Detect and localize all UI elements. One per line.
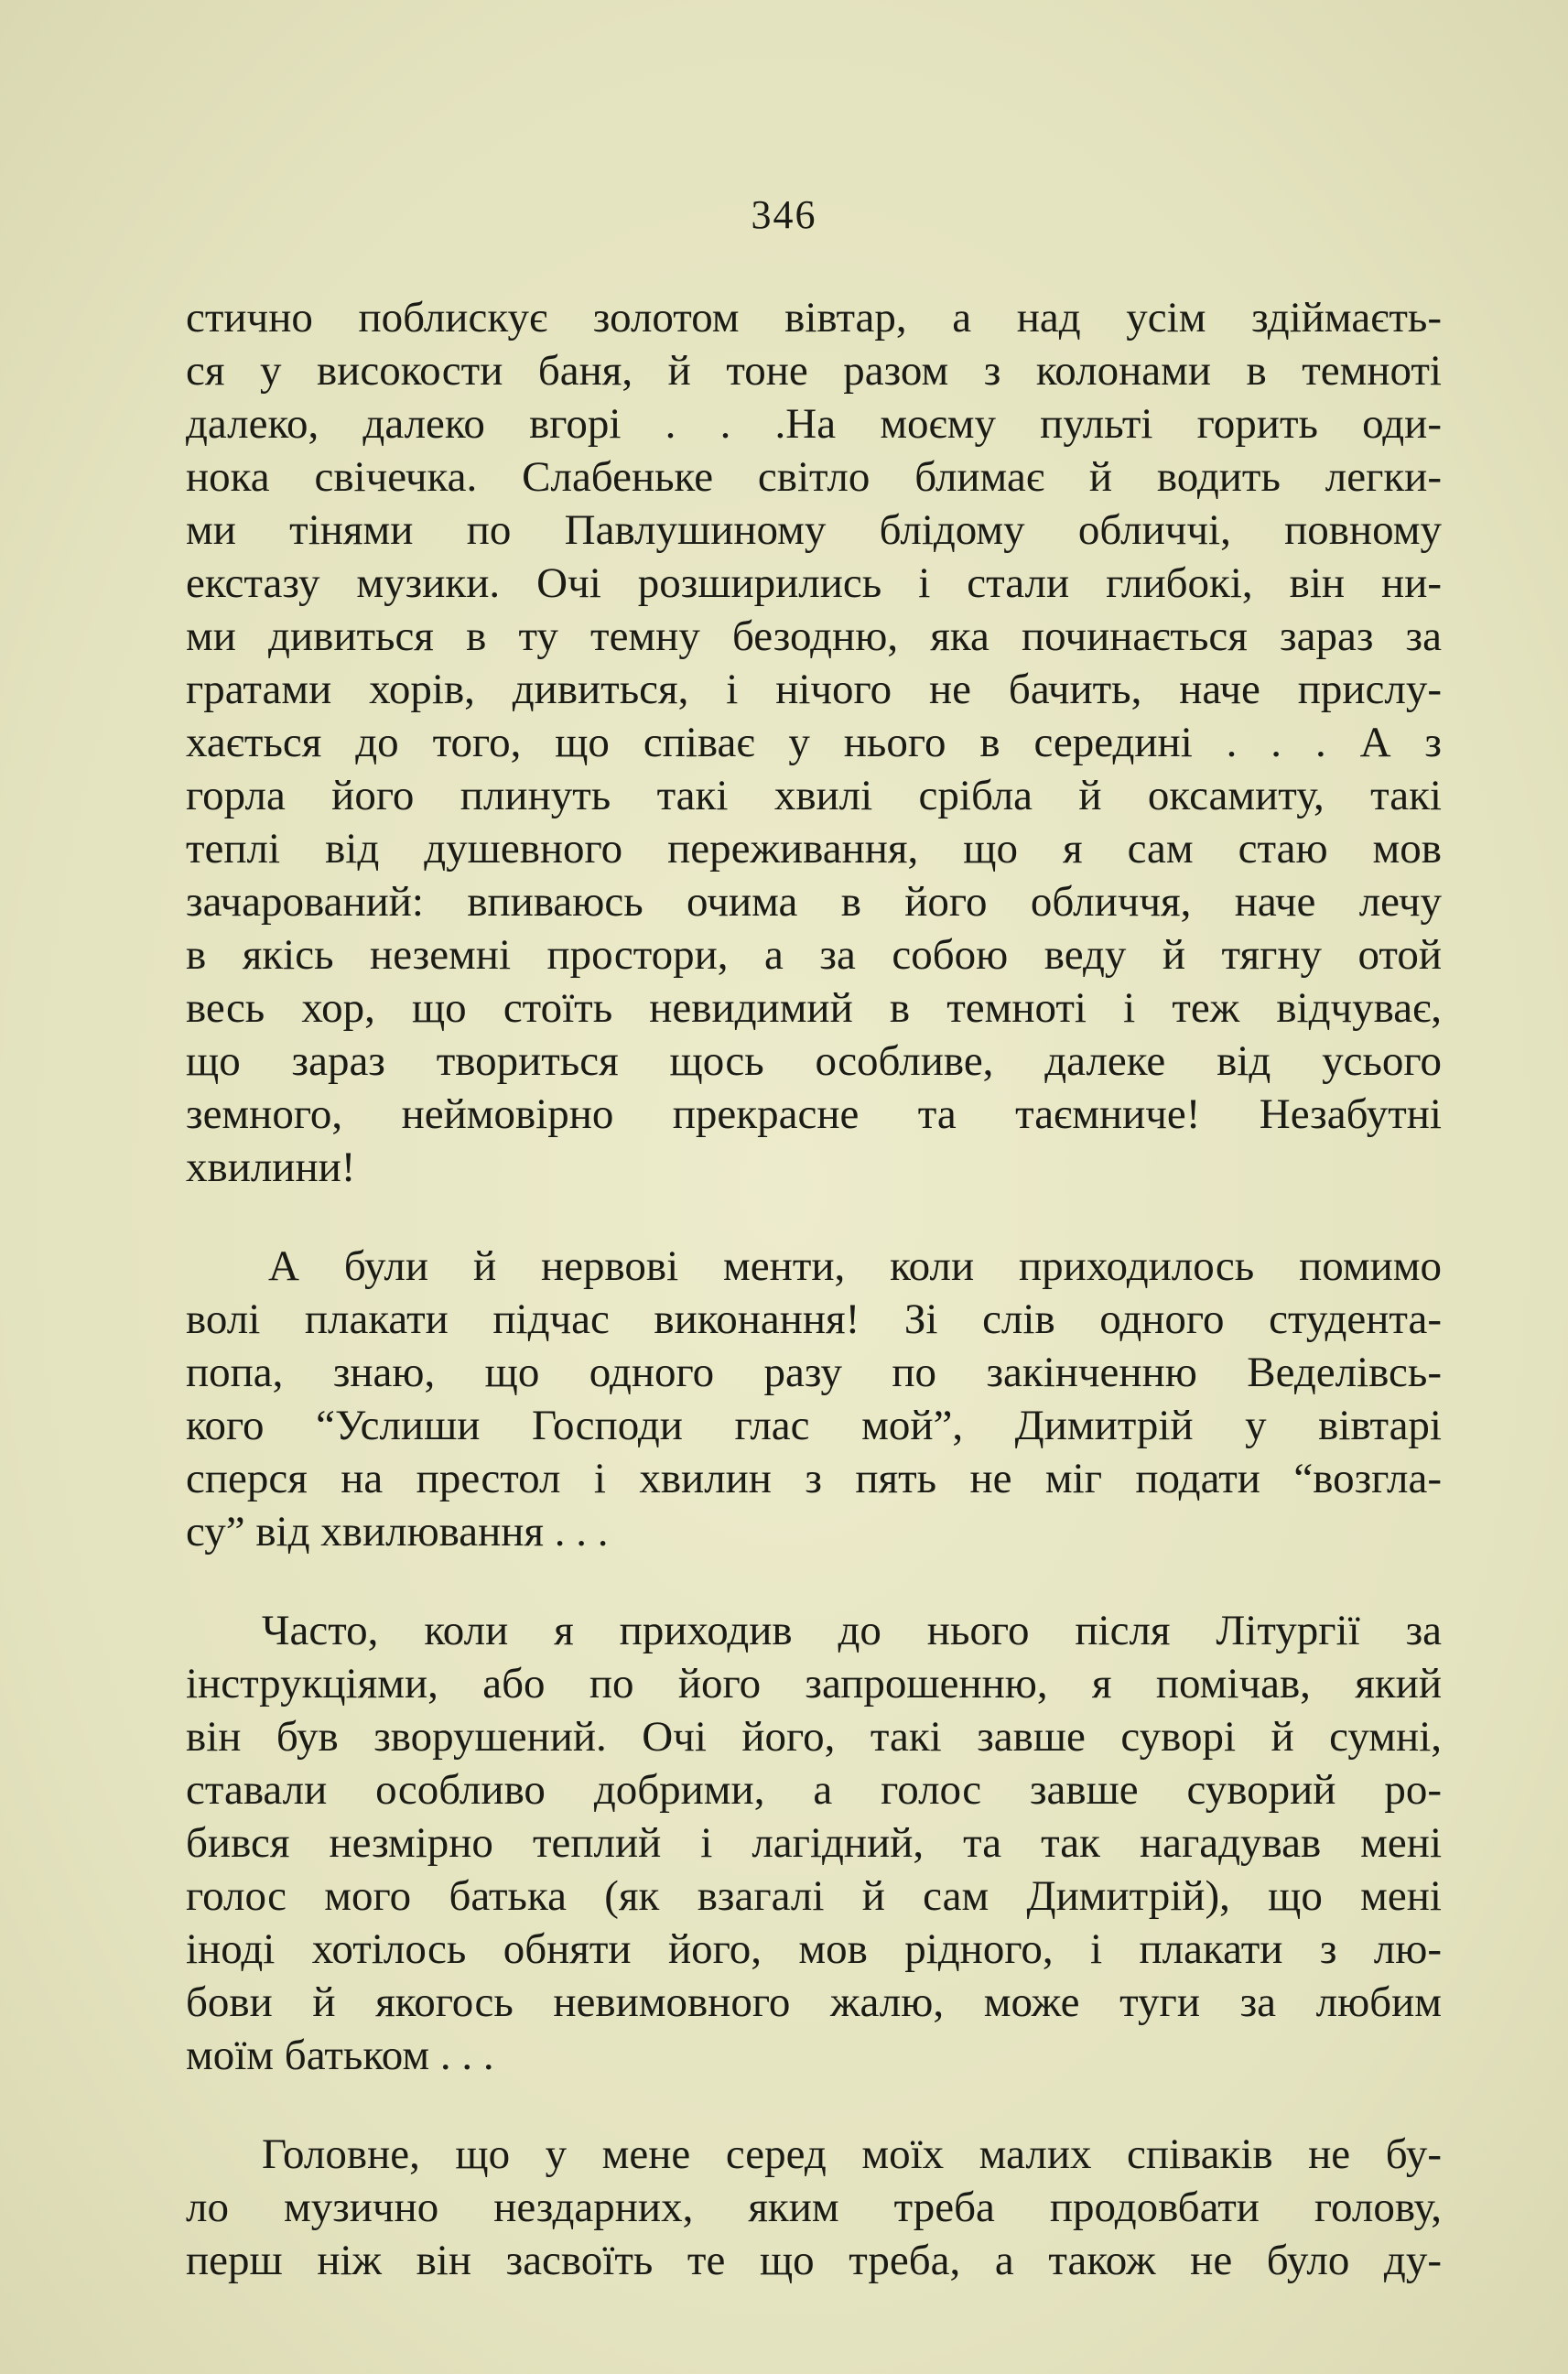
text-line: волі плакати підчас виконання! Зі слів одного студента-	[186, 1295, 1442, 1343]
text-line: стично поблискує золотом вівтар, а над усім здіймаєть-	[186, 294, 1442, 341]
text-line: ми дивиться в ту темну безодню, яка починається зараз за	[186, 612, 1442, 660]
text-line: ставали особливо добрими, а голос завше суворий ро-	[186, 1766, 1442, 1814]
text-line: су” від хвилювання . . .	[186, 1508, 609, 1556]
text-line: далеко, далеко вгорі . . .На моєму пульті горить оди-	[186, 400, 1442, 448]
text-line: інструкціями, або по його запрошенню, я помічав, який	[186, 1660, 1442, 1707]
paragraph-gap	[186, 2082, 1442, 2128]
paragraph	[186, 2128, 1442, 2287]
text-line: що зараз твориться щось особливе, далеке від усього	[186, 1037, 1442, 1085]
text-line: перш ніж він засвоїть те що треба, а також не було ду-	[186, 2237, 1442, 2284]
text-line: весь хор, що стоїть невидимий в темноті і теж відчуває,	[186, 984, 1442, 1032]
text-line: Головне, що у мене серед моїх малих співаків не бу-	[262, 2130, 1442, 2178]
text-line: Часто, коли я приходив до нього після Літургії за	[262, 1607, 1442, 1654]
text-line: попа, знаю, що одного разу по закінченню Веделівсь-	[186, 1349, 1442, 1396]
text-line: бився незмірно теплий і лагідний, та так нагадував мені	[186, 1819, 1442, 1867]
text-line: гратами хорів, дивиться, і нічого не бачить, наче прислу-	[186, 666, 1442, 713]
text-line: теплі від душевного переживання, що я сам стаю мов	[186, 825, 1442, 873]
paragraph	[186, 1240, 1442, 1558]
text-line: іноді хотілось обняти його, мов рідного, і плакати з лю-	[186, 1925, 1442, 1973]
text-line: земного, неймовірно прекрасне та таємниче! Незабутні	[186, 1090, 1442, 1138]
text-line: ло музично нездарних, яким треба продовбати голову,	[186, 2184, 1442, 2231]
text-line: нока свічечка. Слабеньке світло блимає й водить легки-	[186, 453, 1442, 501]
text-line: хається до того, що співає у нього в середині . . . А з	[186, 719, 1442, 766]
text-line: сперся на престол і хвилин з пять не міг подати “возгла-	[186, 1455, 1442, 1502]
text-line: моїм батьком . . .	[186, 2032, 494, 2079]
text-line: горла його плинуть такі хвилі срібла й оксамиту, такі	[186, 772, 1442, 819]
page-number: 346	[751, 192, 817, 237]
paragraph	[186, 291, 1442, 1194]
text-line: ся у високости баня, й тоне разом з колонами в темноті	[186, 347, 1442, 395]
text-line: зачарований: впиваюсь очима в його обличчя, наче лечу	[186, 878, 1442, 926]
paragraph-gap	[186, 1194, 1442, 1240]
text-line: ми тінями по Павлушиному блідому обличчі, повному	[186, 506, 1442, 554]
text-line: голос мого батька (як взагалі й сам Димитрій), що мені	[186, 1872, 1442, 1920]
text-line: кого “Услиши Господи глас мой”, Димитрій у вівтарі	[186, 1402, 1442, 1449]
text-line: А були й нервові менти, коли приходилось помимо	[268, 1242, 1442, 1290]
text-line: екстазу музики. Очі розширились і стали глибокі, він ни-	[186, 559, 1442, 607]
text-line: в якісь неземні простори, а за собою веду й тягну отой	[186, 931, 1442, 979]
paragraph	[186, 1604, 1442, 2082]
paragraph-gap	[186, 1558, 1442, 1604]
text-line: бови й якогось невимовного жалю, може туги за любим	[186, 1978, 1442, 2026]
text-line: хвилини!	[186, 1144, 356, 1191]
text-line: він був зворушений. Очі його, такі завше суворі й сумні,	[186, 1713, 1442, 1761]
body-text	[186, 291, 1442, 2287]
